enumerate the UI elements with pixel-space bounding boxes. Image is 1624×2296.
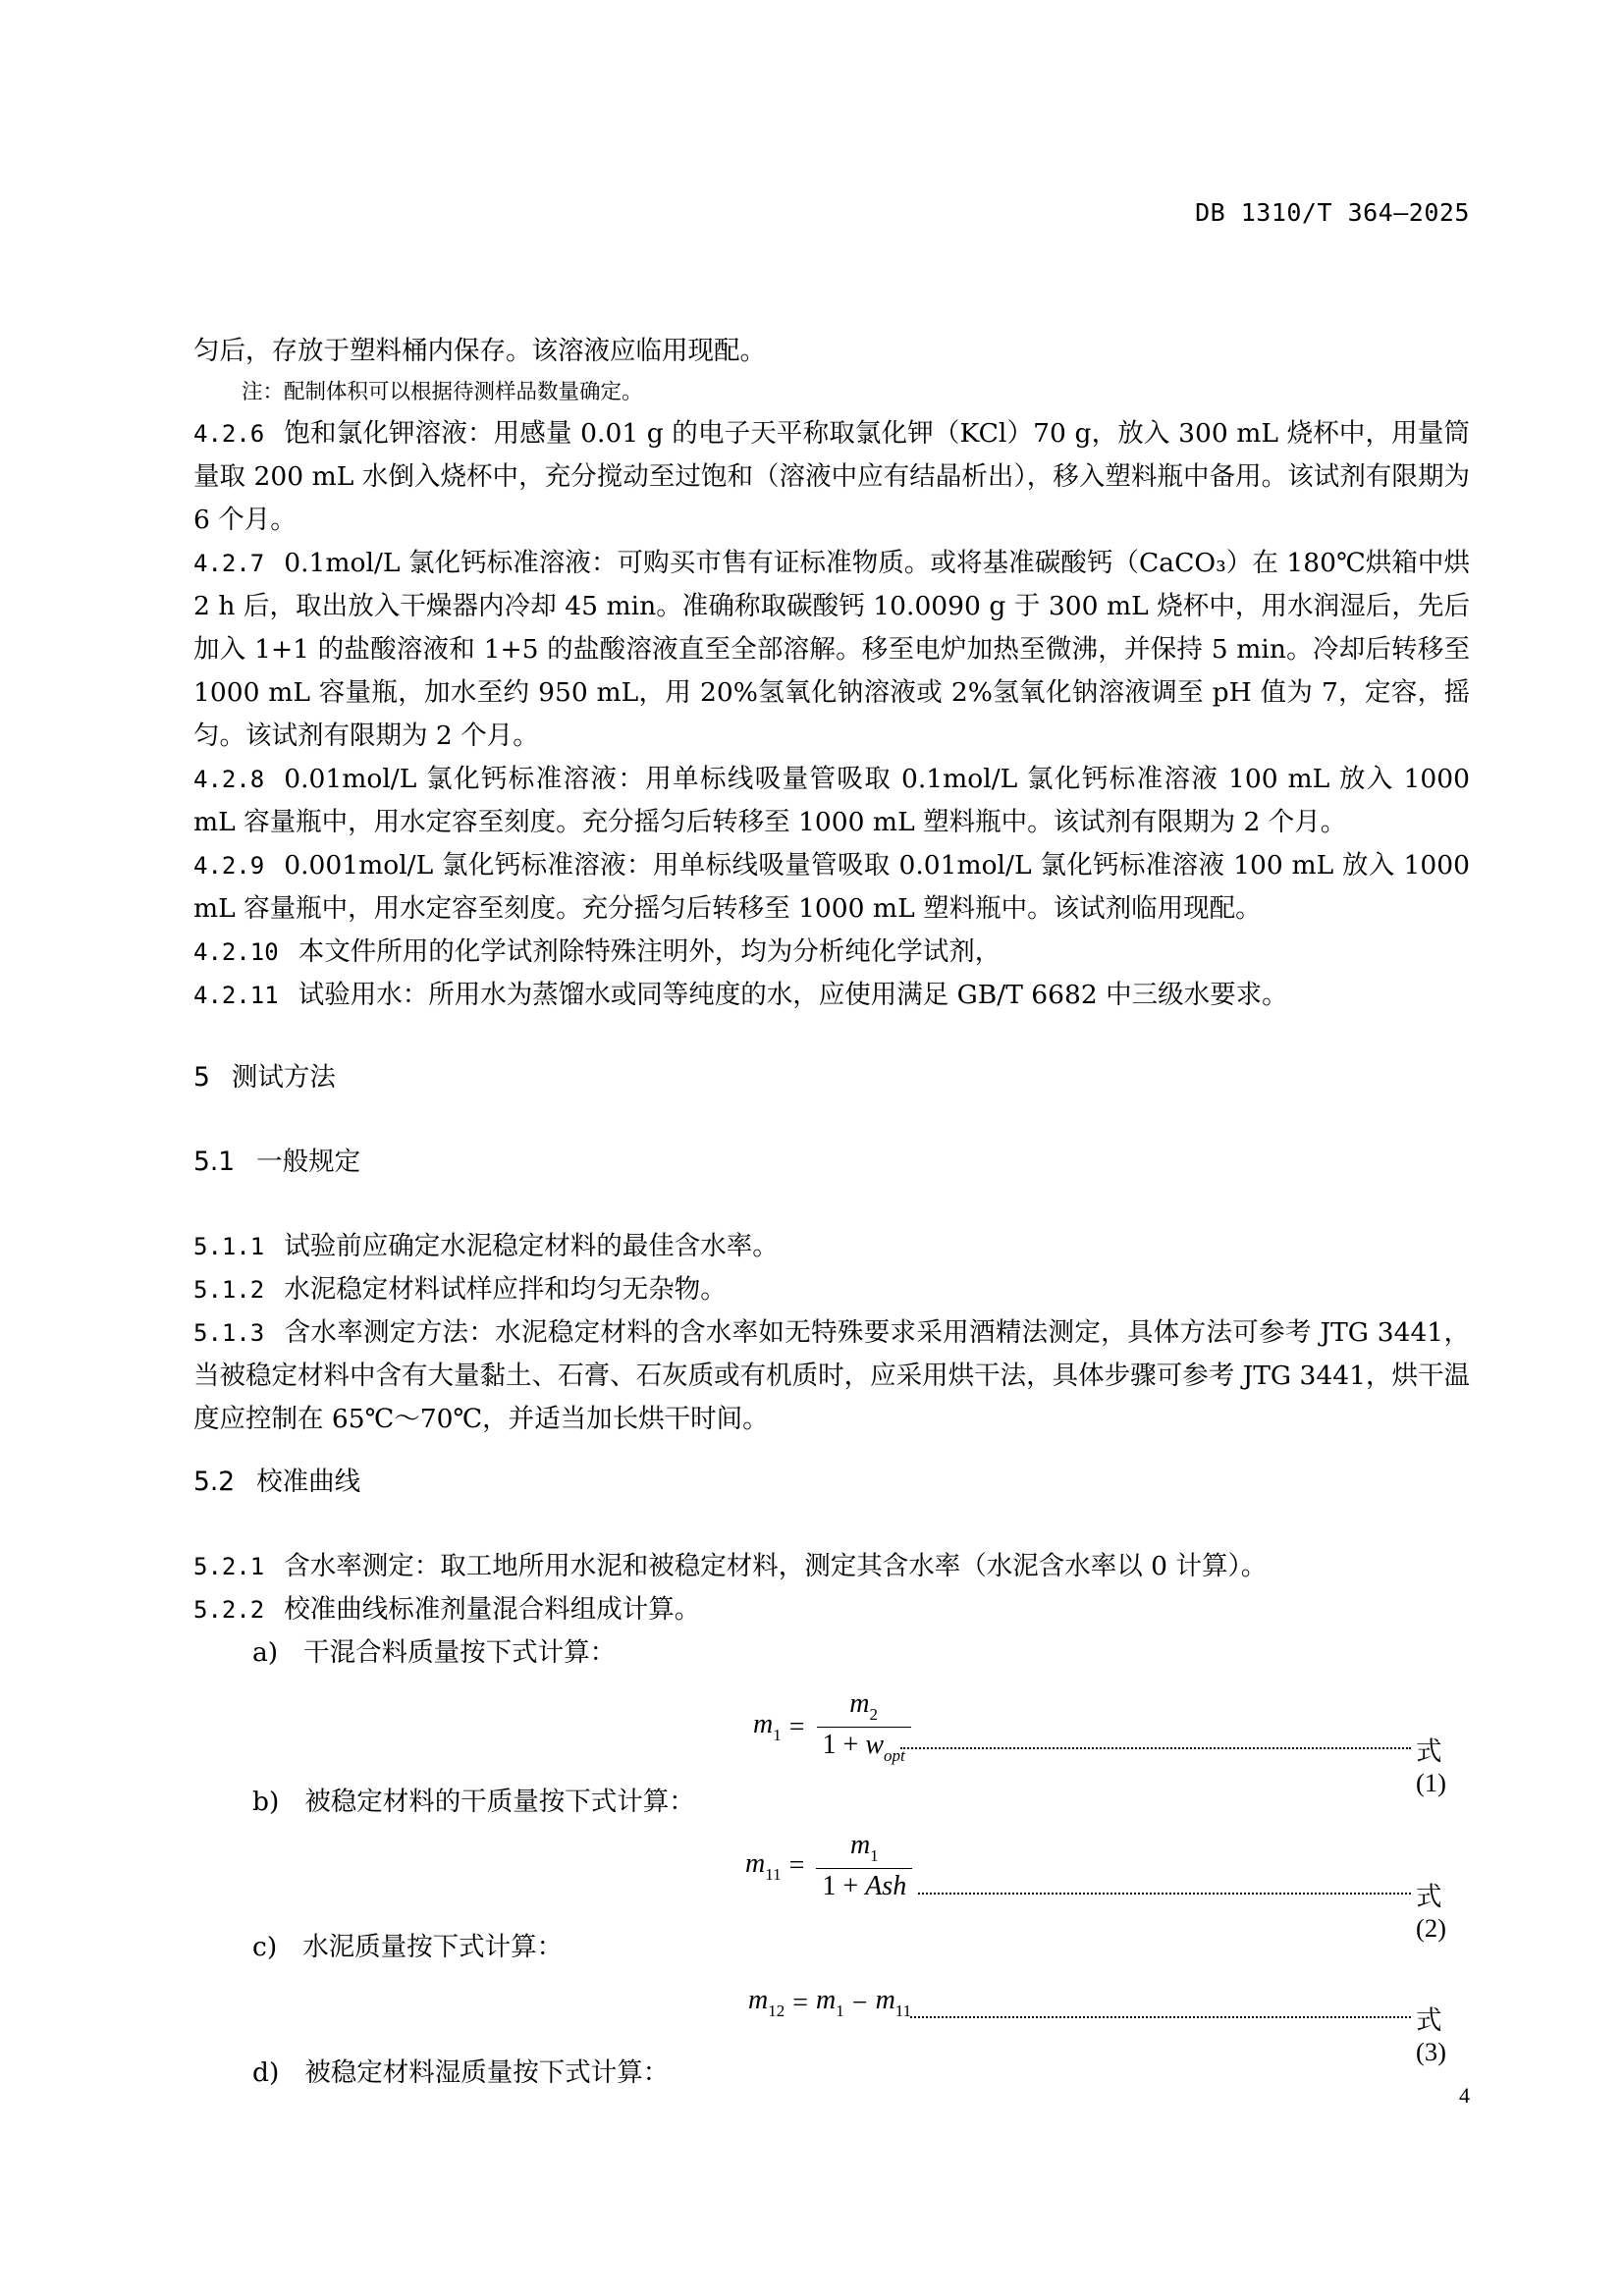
clause-text: 含水率测定：取工地所用水泥和被稳定材料，测定其含水率（水泥含水率以 0 计算）。 (284, 1551, 1268, 1581)
formula-1 (193, 1675, 1470, 1797)
section-title: 测试方法 (231, 1062, 336, 1093)
clause-5-1-1 (193, 1225, 1470, 1268)
dot-leader (910, 2016, 1411, 2018)
clause-text: 0.001mol/L 氯化钙标准溶液：用单标线吸量管吸取 0.01mol/L 氯化钙标准溶液 100 mL 放入 1000 mL 容量瓶中，用水定容至刻度。充分摇匀后转移至 1000 mL 塑料瓶中。该试剂临用现配。 (193, 850, 1470, 924)
clause-text: 饱和氯化钾溶液：用感量 0.01 g 的电子天平称取氯化钾（KCl）70 g，放入 300 mL 烧杯中，用量筒量取 200 mL 水倒入烧杯中，充分搅动至过饱和（溶液中应有结晶析出），移入塑料瓶中备用。该试剂有限期为 6 个月。 (193, 418, 1470, 535)
formula-2 (193, 1824, 1470, 1943)
clause-4-2-10 (193, 931, 1470, 974)
clause-4-2-11 (193, 974, 1470, 1017)
section-number: 5.1 (193, 1147, 236, 1177)
clause-number: 5.1.3 (193, 1319, 265, 1347)
section-heading-5-2 (193, 1461, 1470, 1504)
note-label: 注： (242, 380, 285, 404)
note (242, 373, 1470, 412)
clause-5-1-3 (193, 1311, 1470, 1441)
item-label: b) (252, 1787, 280, 1817)
clause-5-2-2 (193, 1588, 1470, 1631)
dot-leader (900, 1747, 1411, 1749)
clause-text: 水泥稳定材料试样应拌和均匀无杂物。 (284, 1274, 727, 1305)
section-number: 5.2 (193, 1467, 236, 1497)
formula-3 (193, 1969, 1470, 2066)
clause-5-2-1 (193, 1545, 1470, 1588)
clause-number: 5.1.1 (193, 1233, 265, 1260)
list-item-d (252, 2052, 1470, 2095)
note-text: 配制体积可以根据待测样品数量确定。 (284, 380, 643, 404)
section-title: 校准曲线 (256, 1467, 361, 1497)
clause-text: 0.01mol/L 氯化钙标准溶液：用单标线吸量管吸取 0.1mol/L 氯化钙标准溶液 100 mL 放入 1000 mL 容量瓶中，用水定容至刻度。充分摇匀后转移至 1000 mL 塑料瓶中。该试剂有限期为 2 个月。 (193, 764, 1470, 837)
continuation-paragraph: 匀后，存放于塑料桶内保存。该溶液应临用现配。 (193, 336, 766, 366)
clause-text: 含水率测定方法：水泥稳定材料的含水率如无特殊要求采用酒精法测定，具体方法可参考 JTG 3441，当被稳定材料中含有大量黏土、石膏、石灰质或有机质时，应采用烘干法，具体步骤可参考 JTG 3441，烘干温度应控制在 65℃～70℃，并适当加长烘干时间。 (193, 1317, 1470, 1434)
clause-text: 本文件所用的化学试剂除特殊注明外，均为分析纯化学试剂， (298, 936, 1001, 967)
section-number: 5 (193, 1062, 210, 1093)
item-label: a) (252, 1637, 279, 1668)
list-item-b (252, 1781, 1470, 1824)
equation-number: 式(2) (1416, 1882, 1446, 1943)
item-text: 水泥质量按下式计算： (302, 1932, 564, 1962)
item-text: 被稳定材料湿质量按下式计算： (304, 2057, 670, 2088)
clause-number: 4.2.10 (193, 938, 279, 966)
equation-number: 式(1) (1416, 1736, 1446, 1797)
clause-text: 试验前应确定水泥稳定材料的最佳含水率。 (284, 1231, 779, 1261)
item-label: d) (252, 2057, 280, 2088)
clause-4-2-6 (193, 412, 1470, 542)
item-text: 干混合料质量按下式计算： (303, 1637, 617, 1668)
formula-expression: $m_1$ = $\frac{m_2}{1 + w_{opt}}$ (753, 1688, 915, 1766)
page-number: 4 (1459, 2083, 1470, 2108)
clause-number: 4.2.8 (193, 766, 265, 793)
section-title: 一般规定 (256, 1147, 361, 1177)
clause-number: 5.2.1 (193, 1553, 265, 1580)
clause-number: 5.1.2 (193, 1276, 265, 1304)
clause-number: 4.2.7 (193, 550, 265, 577)
clause-number: 5.2.2 (193, 1596, 265, 1624)
section-heading-5 (193, 1056, 1470, 1099)
clause-number: 4.2.9 (193, 852, 265, 880)
formula-expression: $m_{12}$ = $m_1$ − $m_{11}$ (748, 1985, 912, 2020)
clause-number: 4.2.11 (193, 982, 279, 1009)
dot-leader (918, 1893, 1411, 1895)
document-body (193, 330, 1470, 2095)
item-text: 被稳定材料的干质量按下式计算： (304, 1787, 695, 1817)
clause-text: 0.1mol/L 氯化钙标准溶液：可购买市售有证标准物质。或将基准碳酸钙（CaCO₃）在 180℃烘箱中烘 2 h 后，取出放入干燥器内冷却 45 min。准确称取碳酸钙 10.0090 g 于 300 mL 烧杯中，用水润湿后，先后加入 1+1 的盐酸溶液和 1+5 的盐酸溶液直至全部溶解。移至电炉加热至微沸，并保持 5 min。冷却后转移至 1000 mL 容量瓶，加水至约 950 mL，用 20%氢氧化钠溶液或 2%氢氧化钠溶液调至 pH 值为 7，定容，摇匀。该试剂有限期为 2 个月。 (193, 548, 1470, 751)
clause-text: 校准曲线标准剂量混合料组成计算。 (284, 1594, 701, 1625)
list-item-a (252, 1631, 1470, 1675)
clause-4-2-8 (193, 758, 1470, 844)
document-id-header: DB 1310/T 364—2025 (1195, 198, 1470, 227)
clause-4-2-7 (193, 542, 1470, 758)
clause-4-2-9 (193, 844, 1470, 931)
clause-text: 试验用水：所用水为蒸馏水或同等纯度的水，应使用满足 GB/T 6682 中三级水要求。 (298, 980, 1288, 1010)
formula-expression: $m_{11}$ = $\frac{m_1}{\text{1 + Ash}}$ (745, 1830, 916, 1902)
clause-5-1-2 (193, 1268, 1470, 1311)
clause-number: 4.2.6 (193, 420, 265, 448)
equation-number: 式(3) (1416, 2005, 1446, 2066)
section-heading-5-1 (193, 1141, 1470, 1184)
item-label: c) (252, 1932, 278, 1962)
list-item-c (252, 1926, 1470, 1969)
